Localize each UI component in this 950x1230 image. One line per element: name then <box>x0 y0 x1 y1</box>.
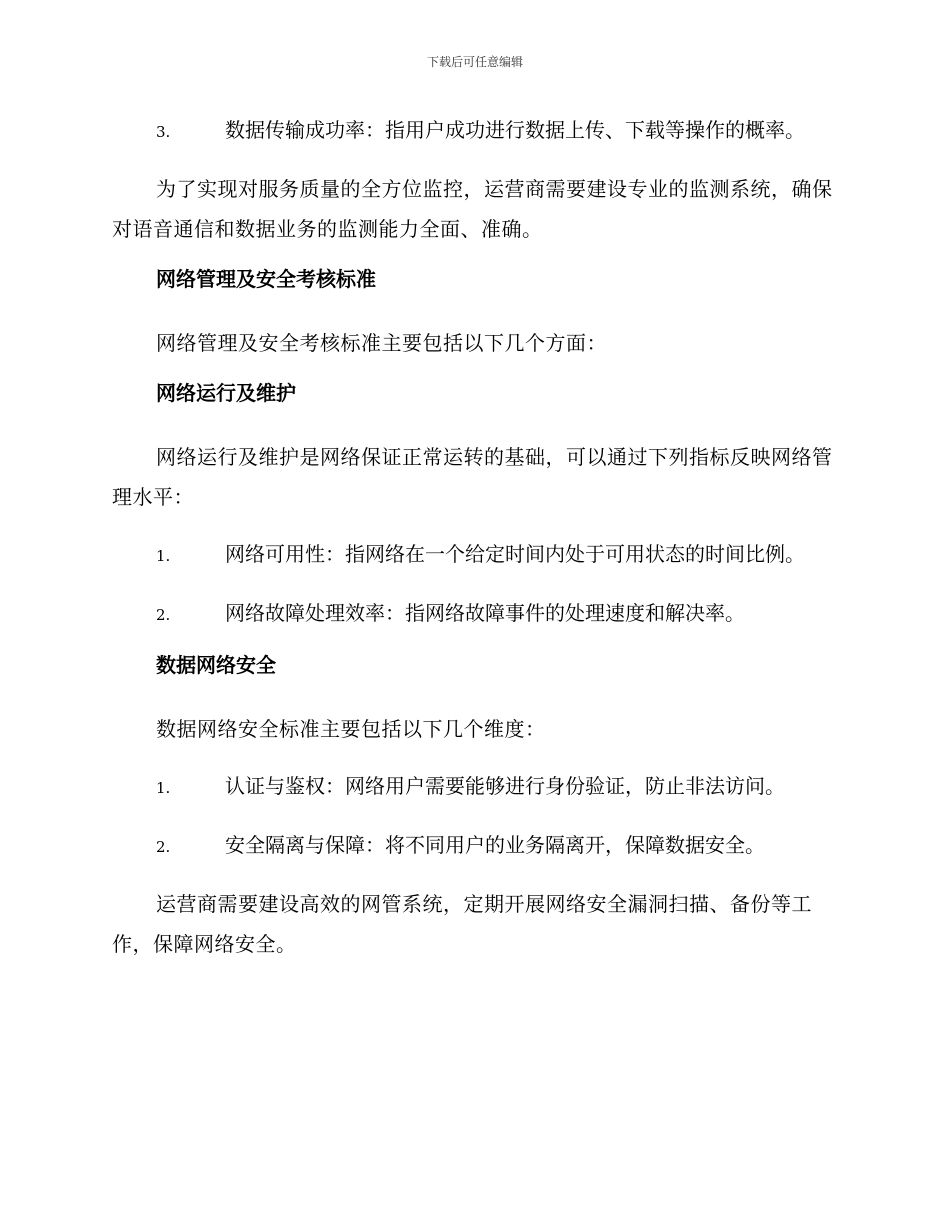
list-text: 数据传输成功率：指用户成功进行数据上传、下载等操作的概率。 <box>225 118 805 142</box>
list-item <box>112 593 834 635</box>
list-number: 1. <box>156 547 171 565</box>
paragraph: 为了实现对服务质量的全方位监控，运营商需要建设专业的监测系统，确保对语音通信和数据业务的监测能力全面、准确。 <box>112 177 833 241</box>
paragraph: 网络管理及安全考核标准主要包括以下几个方面： <box>156 331 607 355</box>
list-item <box>112 534 834 576</box>
list-text: 网络可用性：指网络在一个给定时间内处于可用状态的时间比例。 <box>225 542 805 566</box>
list-number: 2. <box>156 838 171 856</box>
page-header: 下载后可任意编辑 <box>426 55 523 69</box>
paragraph: 网络运行及维护是网络保证正常运转的基础，可以通过下列指标反映网络管理水平： <box>112 445 833 509</box>
paragraph: 运营商需要建设高效的网管系统，定期开展网络安全漏洞扫描、备份等工作，保障网络安全。 <box>112 892 812 956</box>
list-text: 认证与鉴权：网络用户需要能够进行身份验证，防止非法访问。 <box>225 774 785 798</box>
list-number: 3. <box>156 123 171 141</box>
section-heading: 网络管理及安全考核标准 <box>156 267 376 291</box>
document-body <box>112 110 834 981</box>
section-heading: 数据网络安全 <box>156 653 276 677</box>
section-heading: 网络运行及维护 <box>156 381 296 405</box>
list-text: 网络故障处理效率：指网络故障事件的处理速度和解决率。 <box>225 601 745 625</box>
list-item <box>112 110 834 152</box>
list-number: 1. <box>156 779 171 797</box>
list-text: 安全隔离与保障：将不同用户的业务隔离开，保障数据安全。 <box>225 833 765 857</box>
list-number: 2. <box>156 606 171 624</box>
paragraph: 数据网络安全标准主要包括以下几个维度： <box>156 717 546 741</box>
list-item <box>112 766 834 808</box>
list-item <box>112 825 834 867</box>
